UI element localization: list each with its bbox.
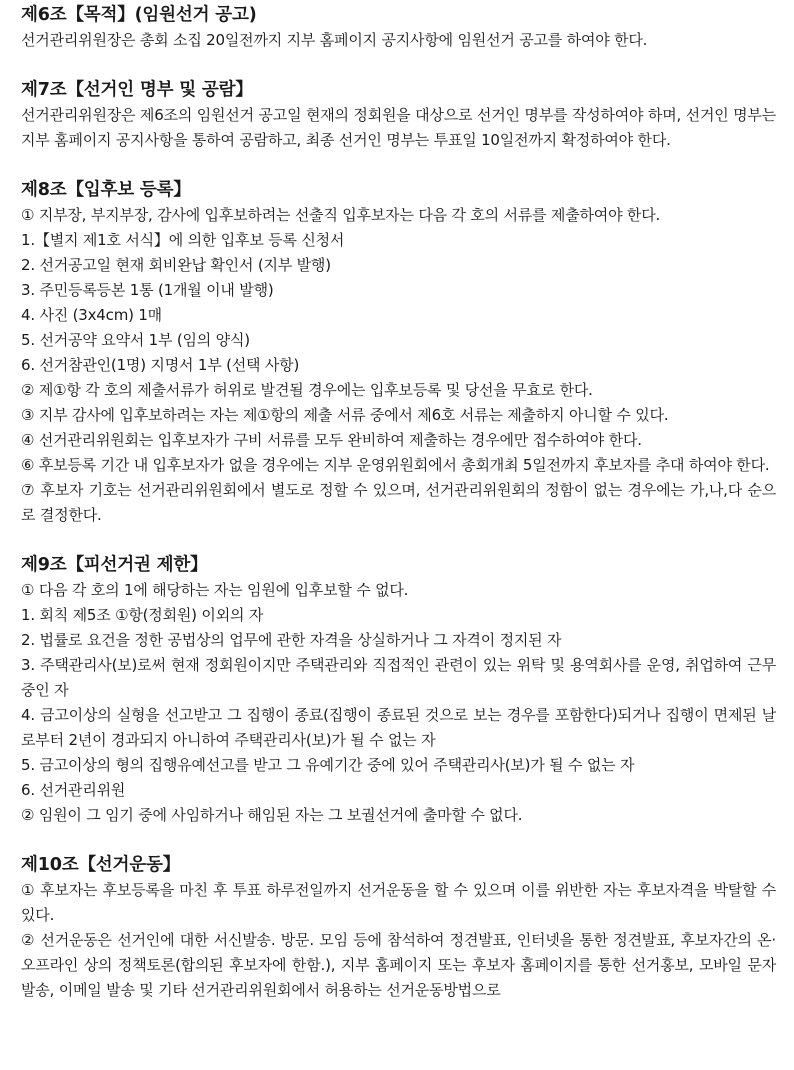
- article-paragraph: ② 선거운동은 선거인에 대한 서신발송. 방문. 모임 등에 참석하여 정견발표, 인터넷을 통한 정견발표, 후보자간의 온·오프라인 상의 정책토론(합의된 후보자에 한함.), 지부 홈페이지 또는 후보자 홈페이지를 통한 선거홍보, 모바일 문자 발송, 이메일 발송 및 기타 선거관리위원회에서 허용하는 선거운동방법으로: [21, 931, 776, 999]
- article-paragraph: 5. 선거공약 요약서 1부 (임의 양식): [21, 331, 250, 349]
- article-paragraph: ② 임원이 그 임기 중에 사임하거나 해임된 자는 그 보궐선거에 출마할 수 없다.: [21, 806, 523, 824]
- article-paragraph: ④ 선거관리위원회는 입후보자가 구비 서류를 모두 완비하여 제출하는 경우에만 접수하여야 한다.: [21, 431, 642, 449]
- article-body: [21, 878, 776, 1003]
- article-paragraph: ⑦ 후보자 기호는 선거관리위원회에서 별도로 정할 수 있으며, 선거관리위원회의 정함이 없는 경우에는 가,나,다 순으로 결정한다.: [21, 481, 776, 524]
- article-title: 제7조【선거인 명부 및 공람】: [21, 80, 253, 100]
- article-paragraph: 3. 주민등록등본 1통 (1개월 이내 발행): [21, 281, 274, 299]
- article-section: [21, 78, 776, 153]
- article-body: [21, 578, 776, 828]
- article-title: 제8조【입후보 등록】: [21, 180, 191, 200]
- article-title: 제9조【피선거권 제한】: [21, 555, 208, 575]
- article-body: [21, 203, 776, 528]
- article-title: 제10조【선거운동】: [21, 855, 181, 875]
- article-paragraph: ① 후보자는 후보등록을 마친 후 투표 하루전일까지 선거운동을 할 수 있으며 이를 위반한 자는 후보자격을 박탈할 수 있다.: [21, 881, 776, 924]
- article-paragraph: 2. 법률로 요건을 정한 공법상의 업무에 관한 자격을 상실하거나 그 자격이 정지된 자: [21, 631, 562, 649]
- article-paragraph: 5. 금고이상의 형의 집행유예선고를 받고 그 유예기간 중에 있어 주택관리사(보)가 될 수 없는 자: [21, 756, 635, 774]
- article-section: [21, 553, 776, 828]
- article-title: 제6조【목적】(임원선거 공고): [21, 5, 257, 25]
- article-paragraph: 2. 선거공고일 현재 회비완납 확인서 (지부 발행): [21, 256, 331, 274]
- article-paragraph: 선거관리위원장은 제6조의 임원선거 공고일 현재의 정회원을 대상으로 선거인 명부를 작성하여야 하며, 선거인 명부는 지부 홈페이지 공지사항을 통하여 공람하고, 최종 선거인 명부는 투표일 10일전까지 확정하여야 한다.: [21, 106, 776, 149]
- article-body: [21, 28, 776, 53]
- article-paragraph: 6. 선거관리위원: [21, 781, 126, 799]
- article-paragraph: 3. 주택관리사(보)로써 현재 정회원이지만 주택관리와 직접적인 관련이 있는 위탁 및 용역회사를 운영, 취업하여 근무 중인 자: [21, 656, 776, 699]
- article-paragraph: 1. 회칙 제5조 ①항(정회원) 이외의 자: [21, 606, 264, 624]
- article-paragraph: 4. 금고이상의 실형을 선고받고 그 집행이 종료(집행이 종료된 것으로 보는 경우를 포함한다)되거나 집행이 면제된 날로부터 2년이 경과되지 아니하여 주택관리사(보)가 될 수 없는 자: [21, 706, 776, 749]
- article-paragraph: 선거관리위원장은 총회 소집 20일전까지 지부 홈페이지 공지사항에 임원선거 공고를 하여야 한다.: [21, 31, 648, 49]
- article-section: [21, 178, 776, 528]
- article-paragraph: ① 다음 각 호의 1에 해당하는 자는 임원에 입후보할 수 없다.: [21, 581, 409, 599]
- article-paragraph: ① 지부장, 부지부장, 감사에 입후보하려는 선출직 입후보자는 다음 각 호의 서류를 제출하여야 한다.: [21, 206, 661, 224]
- article-paragraph: 4. 사진 (3x4cm) 1매: [21, 306, 162, 324]
- article-body: [21, 103, 776, 153]
- article-paragraph: ⑥ 후보등록 기간 내 입후보자가 없을 경우에는 지부 운영위원회에서 총회개최 5일전까지 후보자를 추대 하여야 한다.: [21, 456, 770, 474]
- article-section: [21, 853, 776, 1003]
- article-paragraph: 1.【별지 제1호 서식】에 의한 입후보 등록 신청서: [21, 231, 345, 249]
- article-section: [21, 3, 776, 53]
- article-paragraph: ③ 지부 감사에 입후보하려는 자는 제①항의 제출 서류 중에서 제6호 서류는 제출하지 아니할 수 있다.: [21, 406, 669, 424]
- article-paragraph: ② 제①항 각 호의 제출서류가 허위로 발견될 경우에는 입후보등록 및 당선을 무효로 한다.: [21, 381, 593, 399]
- article-paragraph: 6. 선거참관인(1명) 지명서 1부 (선택 사항): [21, 356, 300, 374]
